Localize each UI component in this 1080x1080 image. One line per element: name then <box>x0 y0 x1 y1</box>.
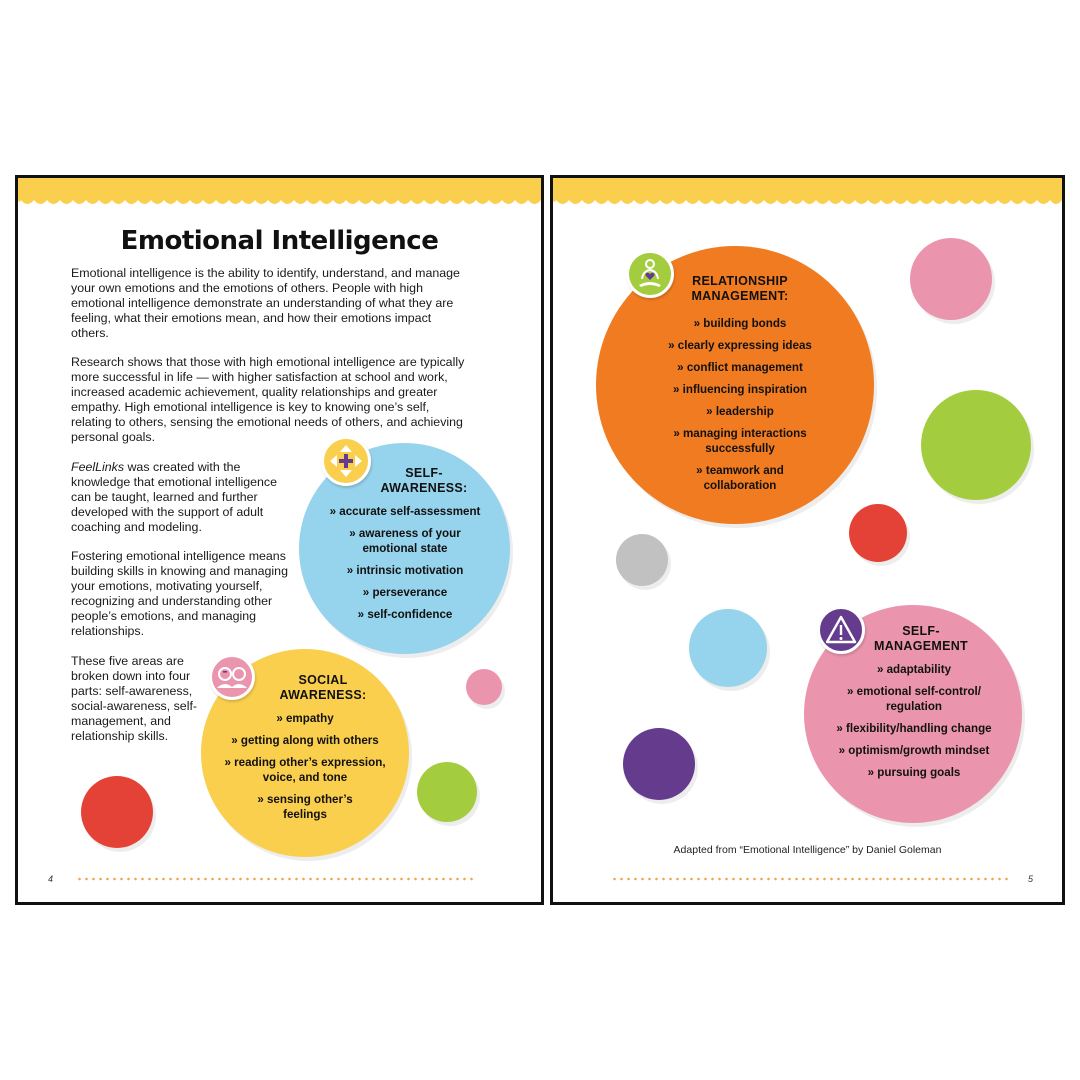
page-number: 4 <box>48 874 54 884</box>
five-areas-paragraph: These five areas are broken down into four parts: self-awareness, social-awareness, self-management, and relationship skills. <box>71 654 198 743</box>
page-number: 5 <box>1028 874 1034 884</box>
list-item: » optimism/growth mindset <box>819 743 1009 758</box>
decorative-pink-circle <box>466 669 502 705</box>
list-item: » getting along with others <box>210 733 400 748</box>
relationship-management-heading-line2: MANAGEMENT: <box>691 289 789 303</box>
left-page <box>15 175 544 905</box>
list-item: » building bonds <box>645 316 835 331</box>
self-awareness-list <box>316 504 494 622</box>
feellinks-paragraph <box>71 460 293 535</box>
self-management-heading <box>819 624 1009 654</box>
decorative-purple-circle <box>623 728 695 800</box>
scalloped-header-band <box>553 178 1062 210</box>
dotted-footer-rule <box>611 877 1009 881</box>
social-awareness-heading-line1: SOCIAL <box>298 673 348 687</box>
list-item: » self-confidence <box>316 607 494 622</box>
decorative-blue-circle <box>689 609 767 687</box>
source-credit: Adapted from “Emotional Intelligence” by Daniel Goleman <box>673 844 942 856</box>
self-management-heading-line2: MANAGEMENT <box>874 639 968 653</box>
social-awareness-heading <box>210 673 400 703</box>
list-item: » empathy <box>210 711 400 726</box>
list-item: » pursuing goals <box>819 765 1009 780</box>
list-item: » awareness of your emotional state <box>316 526 494 556</box>
feellinks-paragraph-text: was created with the knowledge that emotional intelligence can be taught, learned and further developed with the support of adult coaching and modeling. <box>71 460 277 534</box>
list-item: » flexibility/handling change <box>819 721 1009 736</box>
brand-name: FeelLinks <box>71 460 125 474</box>
relationship-management-content <box>645 274 835 500</box>
research-paragraph: Research shows that those with high emotional intelligence are typically more successful in life — with higher satisfaction at school and work, increased academic achievement, quality relationships and greater empathy. High emotional intelligence is key to knowing one’s self, relating to others, sensing the emotional needs of others, and achieving personal goals. <box>71 355 465 444</box>
self-awareness-heading-line1: SELF- <box>405 466 443 480</box>
list-item: » emotional self-control/ regulation <box>819 684 1009 714</box>
list-item: » conflict management <box>645 360 835 375</box>
self-management-list <box>819 662 1009 780</box>
list-item: » managing interactions successfully <box>645 426 835 456</box>
list-item: » influencing inspiration <box>645 382 835 397</box>
list-item: » intrinsic motivation <box>316 563 494 578</box>
self-awareness-content <box>316 466 494 629</box>
list-item: » perseverance <box>316 585 494 600</box>
intro-paragraph: Emotional intelligence is the ability to identify, understand, and manage your own emotions and the emotions of others. People with high emotional intelligence demonstrate an understanding of what they are feeling, what their emotions mean, and how their emotions impact others. <box>71 266 460 340</box>
decorative-green-circle <box>417 762 477 822</box>
decorative-red-circle <box>849 504 907 562</box>
list-item: » teamwork and collaboration <box>645 463 835 493</box>
decorative-pink-circle <box>910 238 992 320</box>
decorative-gray-circle <box>616 534 668 586</box>
self-management-content <box>819 624 1009 787</box>
decorative-green-circle <box>921 390 1031 500</box>
right-page <box>550 175 1065 905</box>
self-awareness-heading <box>316 466 494 496</box>
list-item: » reading other’s expression, voice, and tone <box>210 755 400 785</box>
list-item: » clearly expressing ideas <box>645 338 835 353</box>
page-title: Emotional Intelligence <box>120 226 439 256</box>
self-awareness-heading-line2: AWARENESS: <box>380 481 468 495</box>
list-item: » accurate self-assessment <box>316 504 494 519</box>
list-item: » adaptability <box>819 662 1009 677</box>
relationship-management-list <box>645 316 835 493</box>
dotted-footer-rule <box>76 877 474 881</box>
decorative-red-circle <box>81 776 153 848</box>
list-item: » sensing other’s feelings <box>210 792 400 822</box>
fostering-paragraph: Fostering emotional intelligence means building skills in knowing and managing your emotions, motivating yourself, recognizing and understanding other people’s emotions, and managing relationships. <box>71 549 288 638</box>
self-management-heading-line1: SELF- <box>902 624 940 638</box>
social-awareness-list <box>210 711 400 822</box>
social-awareness-content <box>210 673 400 829</box>
relationship-management-heading-line1: RELATIONSHIP <box>692 274 788 288</box>
social-awareness-heading-line2: AWARENESS: <box>279 688 367 702</box>
relationship-management-heading <box>645 274 835 304</box>
list-item: » leadership <box>645 404 835 419</box>
scalloped-header-band <box>18 178 541 210</box>
